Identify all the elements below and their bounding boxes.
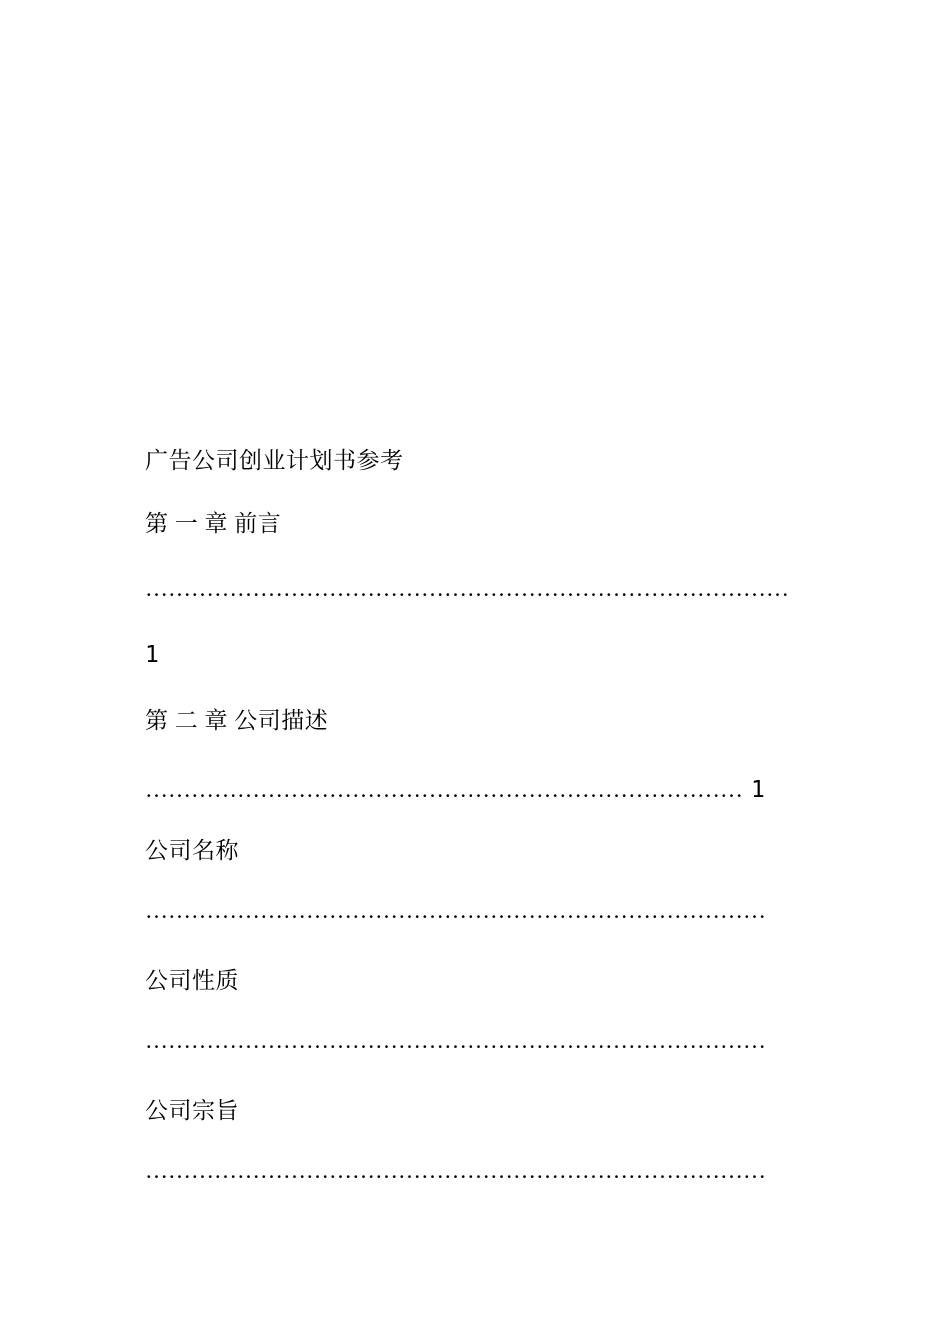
toc-entry-chapter-1-dots-leader: [145, 575, 910, 602]
dots-leader: ……………………………………………………………………: [145, 777, 743, 802]
toc-entry-company-nature-dots-leader: [145, 1027, 910, 1054]
toc-entry-company-purpose-dots-leader: [145, 1157, 910, 1184]
toc-entry-company-purpose-heading: 公司宗旨: [145, 1098, 239, 1123]
toc-entry-company-name-heading: 公司名称: [145, 838, 239, 863]
dots-leader: ………………………………………………………………………: [145, 1028, 766, 1053]
toc-entry-chapter-1-heading: 第 一 章 前言: [145, 511, 282, 536]
document-title: 广告公司创业计划书参考: [145, 448, 404, 473]
dots-leader: ………………………………………………………………………: [145, 898, 766, 923]
dots-leader: ………………………………………………………………………: [145, 1158, 766, 1183]
dots-leader: …………………………………………………………………………: [145, 576, 789, 601]
toc-entry-chapter-2-page-number: 1: [751, 777, 765, 803]
toc-entry-chapter-2-dots-leader: [145, 776, 910, 804]
toc-entry-company-name-dots-leader: [145, 897, 910, 924]
toc-entry-chapter-1-page-number: 1: [145, 642, 159, 668]
toc-entry-company-nature-heading: 公司性质: [145, 968, 239, 993]
toc-entry-chapter-2-heading: 第 二 章 公司描述: [145, 708, 329, 733]
